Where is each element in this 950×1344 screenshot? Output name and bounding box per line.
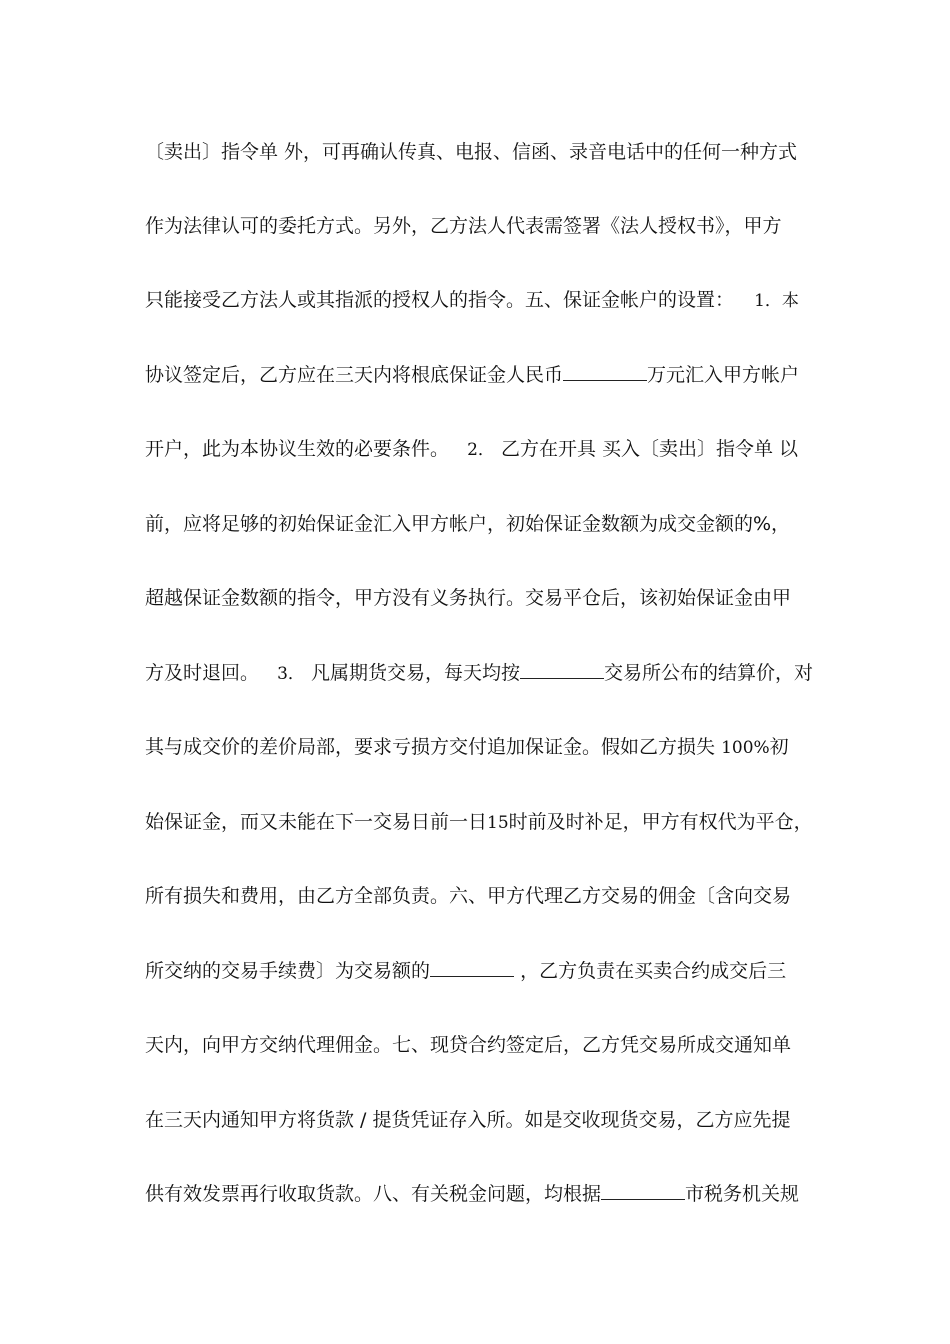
- list-number: 3．: [277, 664, 305, 684]
- text-line-8: [145, 660, 825, 687]
- text-line-9: [145, 734, 825, 761]
- text-line-12: [145, 958, 825, 984]
- text-run: 只能接受乙方法人或其指派的授权人的指令。五、保证金帐户的设置：: [145, 289, 735, 311]
- text-run: 协议签定后，乙方应在三天内将根底保证金人民币: [145, 364, 564, 386]
- text-line-4: [145, 362, 825, 388]
- text-run: 开户，此为本协议生效的必要条件。: [145, 438, 450, 460]
- fill-in-blank: [601, 1181, 685, 1200]
- text-run: 交易所公布的结算价，对: [603, 662, 813, 684]
- text-run: 其与成交价的差价局部，要求亏损方交付追加保证金。假如乙方损失: [145, 736, 716, 758]
- fill-in-blank: [563, 362, 647, 381]
- text-line-15: [145, 1181, 825, 1207]
- hour-value: 15: [487, 813, 509, 833]
- text-line-10: [145, 809, 825, 836]
- text-line-2: [145, 213, 825, 239]
- text-run: 作为法律认可的委托方式。另外，乙方法人代表需签署《法人授权书》，甲方: [145, 215, 782, 237]
- text-run: 在三天内通知甲方将货款 / 提货凭证存入所。如是交收现货交易，乙方应先提: [145, 1109, 791, 1131]
- text-run: 供有效发票再行收取货款。八、有关税金问题，均根据: [145, 1183, 602, 1205]
- text-run: 凡属期货交易，每天均按: [310, 662, 520, 684]
- text-run: 所交纳的交易手续费〕为交易额的: [145, 960, 431, 982]
- text-line-7: [145, 585, 825, 611]
- text-line-6: [145, 511, 825, 537]
- text-run: ，乙方负责在买卖合约成交后三: [520, 960, 787, 982]
- text-run: 所有损失和费用，由乙方全部负责。六、甲方代理乙方交易的佣金〔含向交易: [145, 885, 792, 907]
- text-line-5: [145, 436, 825, 463]
- text-run: 始保证金，而又未能在下一交易日前一日: [145, 811, 488, 833]
- text-run: 时前及时补足，甲方有权代为平仓，: [508, 811, 813, 833]
- text-run: 方及时退回。: [145, 662, 260, 684]
- percentage-value: 100%: [721, 738, 770, 758]
- text-line-11: [145, 883, 825, 909]
- text-run: 〔卖出〕指令单 外，可再确认传真、电报、信函、录音电话中的任何一种方式: [145, 141, 798, 163]
- text-run: 天内，向甲方交纳代理佣金。七、现贷合约签定后，乙方凭交易所成交通知单: [145, 1034, 792, 1056]
- text-run: 乙方在开具 买入〔卖出〕指令单 以: [500, 438, 799, 460]
- fill-in-blank: [430, 958, 514, 977]
- text-line-3: [145, 287, 825, 314]
- text-run: 万元汇入甲方帐户: [647, 364, 800, 386]
- list-number: 1．本: [754, 291, 799, 311]
- text-line-13: [145, 1032, 825, 1058]
- text-run: 前，应将足够的初始保证金汇入甲方帐户，初始保证金数额为成交金额的%，: [145, 513, 791, 535]
- text-run: 市税务机关规: [685, 1183, 800, 1205]
- text-run: 超越保证金数额的指令，甲方没有义务执行。交易平仓后，该初始保证金由甲: [145, 587, 792, 609]
- text-run: 初: [769, 736, 789, 758]
- list-number: 2．: [467, 440, 495, 460]
- text-line-14: [145, 1107, 825, 1133]
- text-line-1: [145, 139, 825, 165]
- fill-in-blank: [520, 660, 604, 679]
